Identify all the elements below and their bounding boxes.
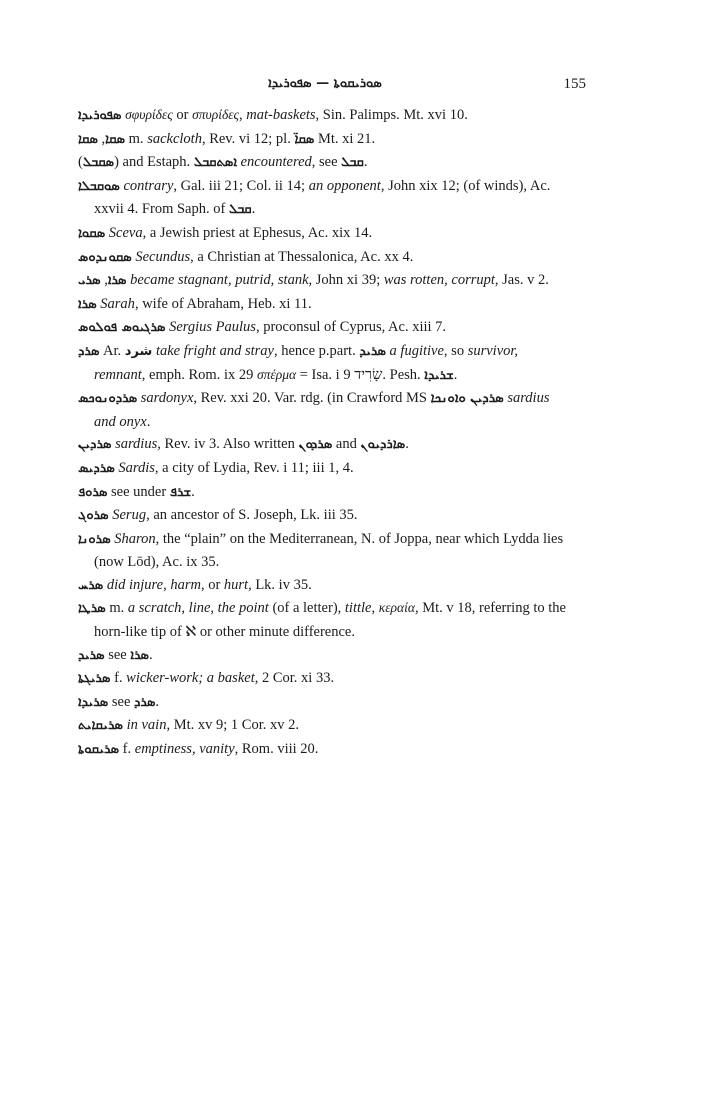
syriac-headword: ܣܪܕܘܢ xyxy=(298,437,333,453)
page-number: 155 xyxy=(563,76,586,92)
definition-text: in vain xyxy=(126,717,167,734)
entry-text: , Sin. Palimps. Mt. xvi 10. xyxy=(315,107,468,123)
entry-text: f. xyxy=(110,670,127,687)
syriac-headword: ܣܪܘܢܐ xyxy=(78,531,111,547)
entry-text: , xyxy=(239,107,247,123)
definition-text: contrary xyxy=(123,177,174,194)
dictionary-entry xyxy=(78,387,570,433)
definition-text: sardonyx xyxy=(140,390,194,407)
entry-text: , an ancestor of S. Joseph, Lk. iii 35. xyxy=(146,507,358,524)
definition-text: Secundus xyxy=(135,248,191,265)
entry-text: see under xyxy=(107,483,170,500)
definition-text: sackcloth xyxy=(147,130,202,147)
syriac-headword: ܣܪܕ xyxy=(78,343,100,359)
dictionary-entry xyxy=(78,738,570,762)
entry-text: . Pesh. xyxy=(382,366,425,383)
entry-text: m. xyxy=(125,130,148,147)
entry-text: see xyxy=(104,646,131,663)
entry-text: m. xyxy=(105,600,128,617)
dictionary-entry xyxy=(78,714,570,738)
lexicon-page xyxy=(78,72,586,762)
syriac-headword: ܫܪܦ xyxy=(169,484,192,500)
entry-text: . xyxy=(191,483,195,500)
entry-text: , Mt. v 18, referring to the horn-like tip of ℵ or other minute difference. xyxy=(94,600,566,641)
entry-text: , emph. Rom. ix 29 xyxy=(141,366,257,383)
definition-text: emptiness, vanity xyxy=(134,741,235,758)
syriac-headword: ܣܪܐ xyxy=(107,273,127,289)
dictionary-entry xyxy=(78,316,570,340)
syriac-headword: ܣܐܪܕܝܘܢ xyxy=(360,437,406,453)
syriac-headword: ܣܪܕܝܢ xyxy=(78,437,112,453)
dictionary-entry xyxy=(78,433,570,457)
definition-text: a fugitive xyxy=(389,342,444,359)
entry-text: , Rev. iv 3. Also written xyxy=(157,436,299,453)
dictionary-entry xyxy=(78,457,570,481)
entry-text: , Jas. v 2. xyxy=(494,272,549,289)
entry-text: . xyxy=(251,201,256,218)
definition-text: Sergius Paulus xyxy=(169,319,256,336)
dictionary-entry xyxy=(78,222,570,246)
entry-text: , hence p.part. xyxy=(273,342,360,359)
dictionary-entry xyxy=(78,246,570,270)
syriac-headword: ܐܣܬܩܒܠ xyxy=(193,155,237,171)
entry-text: , 2 Cor. xi 33. xyxy=(254,670,335,687)
definition-text: was rotten, corrupt xyxy=(383,272,495,289)
definition-text: Serug xyxy=(112,507,147,524)
dictionary-entry xyxy=(78,504,570,528)
dictionary-entry xyxy=(78,574,570,598)
dictionary-entry xyxy=(78,481,570,505)
definition-text: encountered xyxy=(240,154,312,171)
entry-text: . xyxy=(453,366,458,383)
syriac-headword: ܣܪܝܕ xyxy=(359,343,386,359)
running-head: ܣܘܪܝܩܘܬܐ — ܣܦܘܪܝܕܐ xyxy=(268,76,382,91)
entry-text: , xyxy=(97,130,106,147)
entry-text: . xyxy=(149,646,153,663)
definition-text: became stagnant, putrid, stank xyxy=(130,272,309,289)
syriac-headword: ܣܪܝܩܘܬܐ xyxy=(78,742,120,758)
entry-text: Mt. xi 21. xyxy=(314,130,376,147)
greek-term: σπυρίδες xyxy=(192,107,240,122)
syriac-headword: ܣܪܝܕ xyxy=(78,647,105,663)
syriac-headword: ܣܪܝܓܬܐ xyxy=(78,671,111,687)
entry-text: or xyxy=(172,107,193,123)
syriac-headword: ܣܩܘܢܕܘܣ xyxy=(78,249,132,265)
definition-text: hurt xyxy=(223,576,249,593)
entry-text: f. xyxy=(119,741,135,758)
syriac-headword: ܣܦܘܪܝܕܐ xyxy=(78,108,122,123)
entry-text: , a city of Lydia, Rev. i 11; iii 1, 4. xyxy=(154,459,354,476)
syriac-headword: ܣܩܘܐ xyxy=(78,225,106,241)
entry-text: , John xix 12; (of winds), Ac. xxvii 4. From Saph. of xyxy=(94,177,551,218)
definition-text: sardius xyxy=(115,436,158,453)
dictionary-entry xyxy=(78,644,570,668)
definition-text: Sardis xyxy=(118,459,155,476)
entry-text: , a Christian at Thessalonica, Ac. xx 4. xyxy=(190,248,414,265)
entry-text: and xyxy=(332,436,361,453)
definition-text: Sarah xyxy=(100,295,135,312)
dictionary-entry xyxy=(78,269,570,293)
entry-text: , so xyxy=(443,342,468,359)
entry-text: , Rev. xxi 20. Var. rdg. (in Crawford MS xyxy=(193,390,431,407)
entry-text: ) and Estaph. xyxy=(114,154,194,171)
syriac-headword: ܣܪܝܩܐܝܬ xyxy=(78,718,123,734)
entry-text: (of a letter), xyxy=(268,600,345,617)
syriac-headword: ܣܩܐ xyxy=(78,131,98,147)
entry-list xyxy=(80,104,570,762)
dictionary-entry xyxy=(78,104,570,128)
entry-text: , wife of Abraham, Heb. xi 11. xyxy=(134,295,312,312)
definition-text: survivor, remnant xyxy=(94,342,519,383)
syriac-headword: ܣܪܝܕܐ xyxy=(78,694,109,710)
definition-text: take fright and stray xyxy=(155,342,274,359)
entry-text: . xyxy=(363,154,368,171)
entry-text: ( xyxy=(78,154,83,171)
syriac-headword: ܣܪܚ xyxy=(78,577,104,593)
dictionary-entry xyxy=(78,128,570,152)
syriac-headword: ܣܪܕ xyxy=(134,694,156,710)
entry-text: , John xi 39; xyxy=(308,272,384,289)
dictionary-entry xyxy=(78,340,570,387)
entry-text: , see xyxy=(311,154,342,171)
syriac-headword: ܣܪܘܓ xyxy=(78,508,109,524)
greek-term: σπέρμα xyxy=(257,366,297,382)
entry-text: , Rev. vi 12; pl. xyxy=(201,130,295,147)
entry-text: . xyxy=(405,436,409,453)
definition-text: sardius and onyx xyxy=(94,390,550,430)
syriac-headword: ܣܪܕܝܢ ܘܐܘܢܟܐ xyxy=(430,391,504,407)
entry-text: , Rom. viii 20. xyxy=(234,741,319,758)
entry-text: , xyxy=(100,272,108,289)
syriac-headword: ܣܩܐ̈ xyxy=(294,131,315,147)
syriac-headword: ܣܪܐ xyxy=(130,647,149,663)
dictionary-entry xyxy=(78,528,570,574)
definition-text: an opponent xyxy=(308,177,381,194)
dictionary-entry xyxy=(78,293,570,317)
syriac-headword: ܣܪܓܝܘܣ ܦܘܠܘܣ xyxy=(78,320,166,336)
syriac-headword: ܩܒܠ xyxy=(228,202,252,218)
dictionary-entry xyxy=(78,597,570,643)
entry-text: , Lk. iv 35. xyxy=(248,576,312,593)
entry-text: , Gal. iii 21; Col. ii 14; xyxy=(173,177,309,194)
entry-text: , Mt. xv 9; 1 Cor. xv 2. xyxy=(166,717,299,734)
entry-text: Ar. xyxy=(99,342,125,359)
definition-text: wicker-work; a basket xyxy=(126,670,255,687)
syriac-headword: ܣܪܝ xyxy=(78,273,101,289)
syriac-headword: ܫܪܝܕܐ xyxy=(424,367,454,383)
entry-text: , the “plain” on the Mediterranean, N. of Joppa, near which Lydda lies (now Lōd), Ac. ix 35. xyxy=(94,530,564,571)
dictionary-entry xyxy=(78,691,570,715)
entry-text: . xyxy=(155,693,160,710)
definition-text: tittle xyxy=(344,600,372,617)
entry-text: see xyxy=(108,693,134,710)
definition-text: a scratch, line, the point xyxy=(127,600,269,617)
greek-term: κεραία xyxy=(378,600,415,616)
syriac-headword: ܣܪܕܘܢܘܟܣ xyxy=(78,391,138,407)
entry-text: . xyxy=(146,413,151,430)
dictionary-entry xyxy=(78,667,570,691)
entry-text: , proconsul of Cyprus, Ac. xiii 7. xyxy=(255,319,447,336)
entry-text: שָׂרִיד xyxy=(354,366,383,383)
entry-text: = Isa. i 9 xyxy=(296,366,355,383)
definition-text: Sharon xyxy=(114,530,156,547)
entry-text: , a Jewish priest at Ephesus, Ac. xix 14. xyxy=(142,224,373,241)
syriac-headword: ܣܪܘܦ xyxy=(78,484,108,500)
greek-term: σφυρίδες xyxy=(125,107,173,122)
entry-text: , or xyxy=(200,576,224,593)
syriac-headword: ܩܒܠ xyxy=(341,155,364,171)
page-header xyxy=(80,72,586,100)
dictionary-entry xyxy=(78,175,570,222)
syriac-headword: ܣܩܐ xyxy=(105,131,126,147)
definition-text: Sceva xyxy=(108,224,143,241)
syriac-headword: ܣܩܒܠ xyxy=(82,155,115,171)
definition-text: did injure, harm xyxy=(106,576,201,593)
dictionary-entry xyxy=(78,151,570,175)
syriac-headword: ܣܪܛܐ xyxy=(78,601,106,617)
syriac-headword: ܣܪܕܝܣ xyxy=(78,460,115,476)
syriac-headword: ܣܪܐ xyxy=(78,296,97,312)
syriac-headword: شرد xyxy=(124,343,153,359)
syriac-headword: ܣܘܩܒܠܐ xyxy=(78,178,120,194)
entry-text: , xyxy=(371,600,379,617)
definition-text: mat-baskets xyxy=(246,107,316,123)
